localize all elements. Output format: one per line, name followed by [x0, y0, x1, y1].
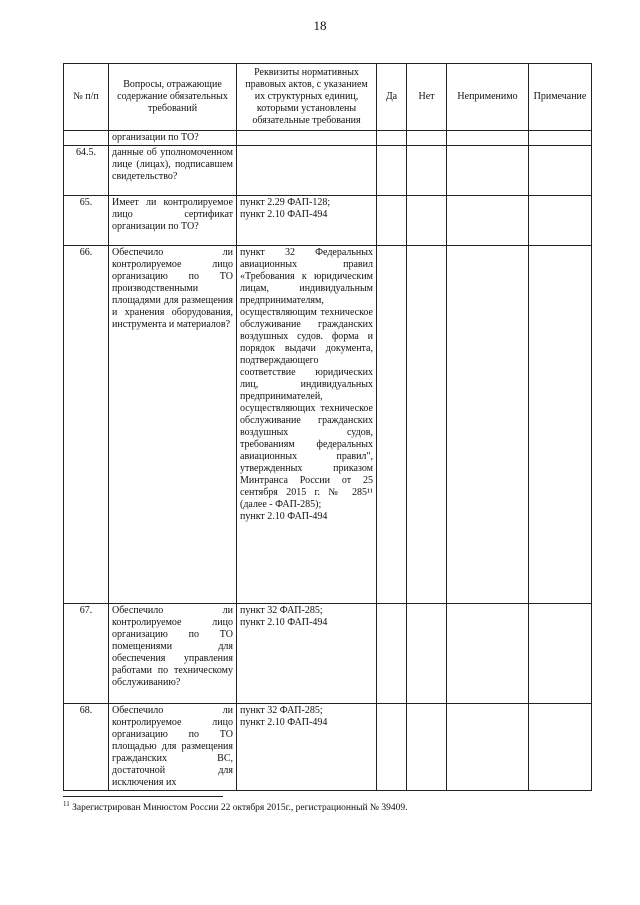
cell-no[interactable]: [407, 196, 447, 246]
header-yes: Да: [377, 64, 407, 131]
cell-no[interactable]: [407, 246, 447, 604]
row-num: 67.: [64, 604, 109, 704]
row-question: Обеспечило ли контролируемое лицо организацию по ТО производственными площадями для размещения и хранения оборудования, инструмента и материалов?: [109, 246, 237, 604]
row-question: Имеет ли контролируемое лицо сертификат организации по ТО?: [109, 196, 237, 246]
cell-note[interactable]: [529, 146, 592, 196]
table-row: [64, 246, 592, 604]
cell-yes[interactable]: [377, 246, 407, 604]
cell-yes[interactable]: [377, 604, 407, 704]
header-requisites: Реквизиты нормативных правовых актов, с указанием их структурных единиц, которыми установлены обязательные требования: [237, 64, 377, 131]
footnote: [63, 800, 603, 813]
cell-yes[interactable]: [377, 704, 407, 791]
cell-note[interactable]: [529, 704, 592, 791]
row-num: 65.: [64, 196, 109, 246]
row-requisites: пункт 32 ФАП-285; пункт 2.10 ФАП-494: [237, 604, 377, 704]
table-row: [64, 604, 592, 704]
row-requisites: [237, 146, 377, 196]
row-requisites: пункт 32 ФАП-285; пункт 2.10 ФАП-494: [237, 704, 377, 791]
table-row: [64, 704, 592, 791]
row-num: 66.: [64, 246, 109, 604]
row-num: [64, 131, 109, 146]
table-row: [64, 131, 592, 146]
cell-yes[interactable]: [377, 196, 407, 246]
table-row: [64, 196, 592, 246]
row-question: Обеспечило ли контролируемое лицо организацию по ТО площадью для размещения гражданских ВС, достаточной для исключения их: [109, 704, 237, 791]
cell-not-applicable[interactable]: [447, 704, 529, 791]
cell-not-applicable[interactable]: [447, 196, 529, 246]
row-num: 68.: [64, 704, 109, 791]
cell-yes[interactable]: [377, 146, 407, 196]
row-question: Обеспечило ли контролируемое лицо организацию по ТО помещениями для обеспечения управления работами по техническому обслуживанию?: [109, 604, 237, 704]
header-num: № п/п: [64, 64, 109, 131]
cell-not-applicable[interactable]: [447, 604, 529, 704]
footnote-divider: [63, 796, 223, 797]
cell-note[interactable]: [529, 604, 592, 704]
row-requisites: пункт 32 Федеральных авиационных правил «Требования к юридическим лицам, индивидуальным предпринимателям, осуществляющим техническое обслуживание гражданских воздушных судов. форма и порядок выдачи документа, подтверждающего соответствие юридических лиц, индивидуальных предпринимателей, осуществляющих техническое обслуживание гражданских воздушных судов, требованиям федеральных авиационных правил", утвержденных приказом Минтранса России от 25 сентября 2015 г. № 285¹¹ (далее - ФАП-285); пункт 2.10 ФАП-494: [237, 246, 377, 604]
cell-yes[interactable]: [377, 131, 407, 146]
footnote-marker: 11: [63, 800, 70, 808]
requirements-table: [63, 63, 592, 791]
cell-note[interactable]: [529, 196, 592, 246]
table-row: [64, 146, 592, 196]
cell-no[interactable]: [407, 146, 447, 196]
row-question: данные об уполномоченном лице (лицах), подписавшем свидетельство?: [109, 146, 237, 196]
cell-not-applicable[interactable]: [447, 131, 529, 146]
header-no: Нет: [407, 64, 447, 131]
row-requisites: [237, 131, 377, 146]
page-number: 18: [313, 18, 327, 33]
row-question: организации по ТО?: [109, 131, 237, 146]
table-header-row: [64, 64, 592, 131]
cell-not-applicable[interactable]: [447, 146, 529, 196]
cell-no[interactable]: [407, 131, 447, 146]
cell-not-applicable[interactable]: [447, 246, 529, 604]
cell-no[interactable]: [407, 604, 447, 704]
row-requisites: пункт 2.29 ФАП-128; пункт 2.10 ФАП-494: [237, 196, 377, 246]
footnote-text: Зарегистрирован Минюстом России 22 октября 2015г., регистрационный № 39409.: [69, 803, 408, 814]
row-num: 64.5.: [64, 146, 109, 196]
cell-note[interactable]: [529, 246, 592, 604]
cell-no[interactable]: [407, 704, 447, 791]
header-note: Примечание: [529, 64, 592, 131]
header-not-applicable: Неприменимо: [447, 64, 529, 131]
header-question: Вопросы, отражающие содержание обязательных требований: [109, 64, 237, 131]
cell-note[interactable]: [529, 131, 592, 146]
